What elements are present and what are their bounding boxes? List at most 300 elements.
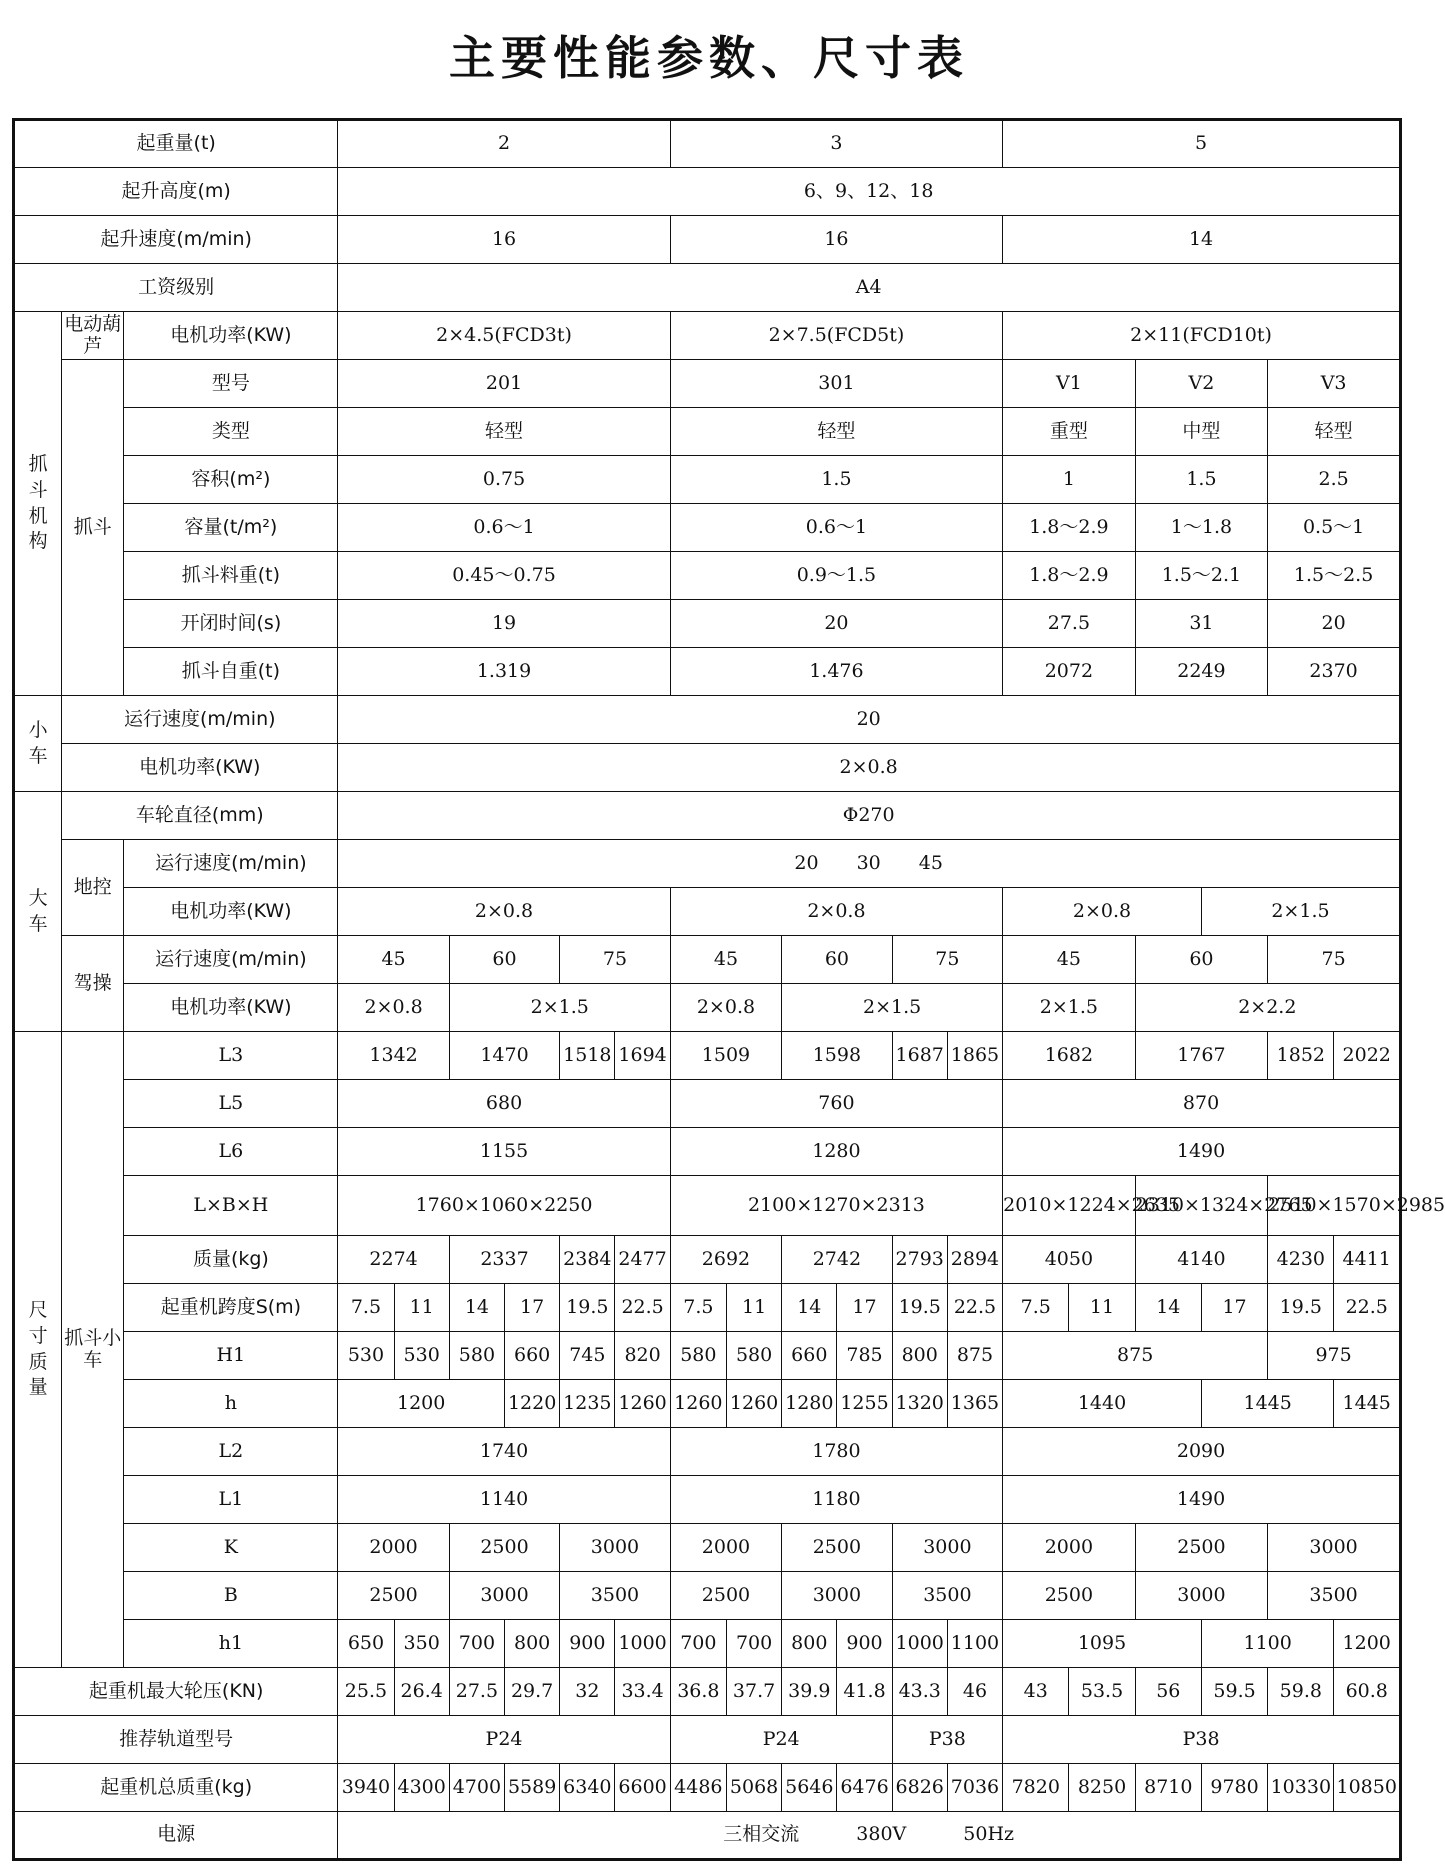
cell-text: 三相交流 380V 50Hz bbox=[723, 1823, 1015, 1846]
table-cell bbox=[338, 1128, 670, 1176]
row-label bbox=[124, 456, 338, 504]
table-cell bbox=[670, 216, 1002, 264]
table-cell bbox=[892, 1032, 947, 1080]
cell-text: 电动葫芦 bbox=[64, 312, 122, 357]
cell-text: 3 bbox=[830, 132, 843, 155]
table-cell bbox=[670, 1524, 781, 1572]
table-cell bbox=[670, 456, 1002, 504]
table-cell bbox=[670, 1380, 726, 1428]
cell-text: 19.5 bbox=[566, 1295, 609, 1318]
table-cell bbox=[1334, 1620, 1401, 1668]
table-cell bbox=[1135, 1284, 1201, 1332]
table-cell bbox=[670, 360, 1002, 408]
cell-text: 4230 bbox=[1276, 1247, 1325, 1270]
cell-text: 75 bbox=[935, 947, 960, 970]
table-cell bbox=[449, 1620, 504, 1668]
cell-text: 2×4.5(FCD3t) bbox=[436, 323, 572, 346]
table-cell bbox=[782, 1284, 837, 1332]
cell-text: 875 bbox=[1117, 1343, 1154, 1366]
cell-text: 0.9～1.5 bbox=[796, 563, 877, 586]
table-row bbox=[14, 1524, 1401, 1572]
table-cell bbox=[1003, 552, 1136, 600]
table-cell bbox=[837, 1668, 892, 1716]
cell-text: 1865 bbox=[950, 1043, 1000, 1066]
cell-text: 7.5 bbox=[350, 1295, 382, 1318]
table-cell bbox=[1268, 600, 1401, 648]
row-label bbox=[124, 936, 338, 984]
cell-text: 运行速度(m/min) bbox=[123, 707, 276, 730]
cell-text: 起升高度(m) bbox=[121, 179, 231, 202]
cell-text: 1682 bbox=[1044, 1043, 1094, 1066]
row-label bbox=[14, 1032, 62, 1668]
table-cell bbox=[1003, 1080, 1401, 1128]
cell-text: 2×0.8 bbox=[839, 755, 898, 778]
table-cell bbox=[1003, 1236, 1136, 1284]
table-row bbox=[14, 1428, 1401, 1476]
table-row bbox=[14, 600, 1401, 648]
cell-text: 1200 bbox=[397, 1391, 446, 1414]
table-cell bbox=[1135, 504, 1268, 552]
row-label bbox=[124, 1428, 338, 1476]
table-row bbox=[14, 120, 1401, 168]
table-cell bbox=[615, 1764, 670, 1812]
table-cell bbox=[892, 1236, 947, 1284]
cell-text: 19 bbox=[491, 611, 517, 634]
cell-text: 重型 bbox=[1049, 419, 1088, 442]
cell-text: 1155 bbox=[479, 1139, 529, 1162]
table-cell bbox=[947, 1032, 1002, 1080]
cell-text: 2742 bbox=[812, 1247, 862, 1270]
table-cell bbox=[670, 1764, 726, 1812]
table-cell bbox=[449, 1236, 559, 1284]
cell-text: 33.4 bbox=[621, 1679, 664, 1702]
table-cell bbox=[1135, 1236, 1268, 1284]
cell-text: L×B×H bbox=[193, 1193, 269, 1216]
cell-text: 900 bbox=[846, 1631, 883, 1654]
table-cell bbox=[892, 1524, 1003, 1572]
cell-text: 1445 bbox=[1243, 1391, 1292, 1414]
cell-text: 1255 bbox=[840, 1391, 889, 1414]
table-cell bbox=[505, 1332, 560, 1380]
cell-text: 2×1.5 bbox=[1271, 899, 1330, 922]
table-cell bbox=[782, 1380, 837, 1428]
cell-text: 1767 bbox=[1177, 1043, 1226, 1066]
table-cell bbox=[615, 1284, 670, 1332]
cell-text: 抓斗小车 bbox=[64, 1326, 122, 1371]
table-cell bbox=[1003, 360, 1136, 408]
table-cell bbox=[338, 600, 670, 648]
table-cell bbox=[1268, 936, 1401, 984]
cell-text: B bbox=[223, 1583, 238, 1606]
table-row bbox=[14, 1812, 1401, 1860]
table-row bbox=[14, 1080, 1401, 1128]
cell-text: 7820 bbox=[1011, 1775, 1060, 1798]
cell-text: 2500 bbox=[480, 1535, 529, 1558]
cell-text: 41.8 bbox=[843, 1679, 886, 1702]
cell-text: 9780 bbox=[1210, 1775, 1259, 1798]
cell-text: 2.5 bbox=[1318, 467, 1349, 490]
cell-text: K bbox=[223, 1535, 238, 1558]
cell-text: 地控 bbox=[73, 875, 112, 898]
cell-text: 起重量(t) bbox=[136, 132, 216, 155]
row-label bbox=[124, 504, 338, 552]
table-cell bbox=[1201, 1764, 1267, 1812]
row-label bbox=[14, 1716, 338, 1764]
table-cell bbox=[670, 1284, 726, 1332]
table-cell bbox=[670, 1476, 1002, 1524]
cell-text: P38 bbox=[1182, 1727, 1220, 1750]
cell-text: 201 bbox=[485, 371, 523, 394]
cell-text: 2022 bbox=[1342, 1043, 1391, 1066]
table-cell bbox=[338, 1572, 449, 1620]
table-cell bbox=[560, 936, 671, 984]
cell-text: 53.5 bbox=[1080, 1679, 1124, 1702]
table-cell bbox=[1334, 1668, 1401, 1716]
table-cell bbox=[782, 1764, 837, 1812]
cell-text: 700 bbox=[735, 1631, 773, 1654]
table-row bbox=[14, 1332, 1401, 1380]
table-cell bbox=[505, 1764, 560, 1812]
row-label bbox=[14, 1668, 338, 1716]
table-cell bbox=[837, 1332, 892, 1380]
cell-text: 2×0.8 bbox=[1072, 899, 1132, 922]
cell-text: 27.5 bbox=[455, 1679, 499, 1702]
cell-text: 2×1.5 bbox=[530, 995, 589, 1018]
table-cell bbox=[670, 1128, 1002, 1176]
table-cell bbox=[1003, 1332, 1268, 1380]
table-cell bbox=[338, 648, 670, 696]
cell-text: 5589 bbox=[507, 1775, 557, 1798]
table-cell bbox=[1334, 1764, 1401, 1812]
table-cell bbox=[1135, 1524, 1268, 1572]
table-cell bbox=[947, 1764, 1002, 1812]
cell-text: V3 bbox=[1320, 371, 1347, 394]
table-cell bbox=[1268, 1176, 1445, 1236]
cell-text: 抓斗自重(t) bbox=[181, 659, 281, 682]
spec-table bbox=[12, 118, 1445, 1861]
cell-text: 电机功率(KW) bbox=[170, 995, 292, 1018]
table-cell bbox=[338, 792, 1401, 840]
cell-text: 660 bbox=[791, 1343, 828, 1366]
table-cell bbox=[338, 696, 1401, 744]
cell-text: 1260 bbox=[729, 1391, 779, 1414]
table-cell bbox=[449, 1524, 559, 1572]
table-cell bbox=[1268, 648, 1401, 696]
cell-text: 60.8 bbox=[1345, 1679, 1388, 1702]
table-cell bbox=[1069, 1284, 1135, 1332]
cell-text: 17 bbox=[852, 1295, 877, 1318]
table-cell bbox=[338, 216, 670, 264]
cell-text: 轻型 bbox=[1314, 419, 1353, 442]
table-cell bbox=[338, 456, 670, 504]
cell-text: 起升速度(m/min) bbox=[100, 227, 252, 250]
cell-text: 1320 bbox=[895, 1391, 944, 1414]
cell-text: h1 bbox=[218, 1631, 244, 1654]
cell-text: 875 bbox=[956, 1343, 994, 1366]
cell-text: 680 bbox=[485, 1091, 523, 1114]
table-cell bbox=[615, 1380, 670, 1428]
table-cell bbox=[1003, 600, 1136, 648]
cell-text: 1095 bbox=[1077, 1631, 1127, 1654]
table-cell bbox=[1268, 504, 1401, 552]
table-cell bbox=[338, 1764, 394, 1812]
table-cell bbox=[1135, 600, 1268, 648]
table-cell bbox=[449, 984, 670, 1032]
cell-text: 2000 bbox=[701, 1535, 751, 1558]
cell-text: 电机功率(KW) bbox=[170, 899, 292, 922]
table-cell bbox=[670, 1428, 1002, 1476]
table-cell bbox=[1003, 936, 1136, 984]
cell-text: L1 bbox=[218, 1487, 244, 1510]
table-cell bbox=[670, 1716, 892, 1764]
cell-text: 1.8～2.9 bbox=[1029, 563, 1109, 586]
cell-text: 17 bbox=[1222, 1295, 1247, 1318]
cell-text: 1342 bbox=[369, 1043, 418, 1066]
table-cell bbox=[947, 1668, 1002, 1716]
table-row bbox=[14, 408, 1401, 456]
cell-text: 2×1.5 bbox=[1039, 995, 1098, 1018]
table-cell bbox=[837, 1764, 892, 1812]
table-cell bbox=[338, 312, 670, 360]
table-cell bbox=[449, 936, 559, 984]
cell-text: 2×0.8 bbox=[364, 995, 423, 1018]
table-cell bbox=[560, 1380, 615, 1428]
table-cell bbox=[1135, 1176, 1313, 1236]
cell-text: 5068 bbox=[729, 1775, 779, 1798]
cell-text: 2×7.5(FCD5t) bbox=[768, 323, 905, 346]
cell-text: 3940 bbox=[341, 1775, 391, 1798]
table-cell bbox=[726, 1620, 781, 1668]
cell-text: 20 30 45 bbox=[794, 851, 943, 874]
cell-text: 11 bbox=[1089, 1295, 1115, 1318]
cell-text: 6600 bbox=[618, 1775, 667, 1798]
cell-text: 27.5 bbox=[1047, 611, 1091, 634]
cell-text: 1100 bbox=[1243, 1631, 1292, 1654]
table-cell bbox=[670, 1032, 781, 1080]
table-cell bbox=[892, 1572, 1003, 1620]
cell-text: 1000 bbox=[895, 1631, 944, 1654]
table-cell bbox=[670, 552, 1002, 600]
cell-text: 301 bbox=[818, 371, 855, 394]
row-label bbox=[62, 744, 338, 792]
cell-text: 尺寸质量 bbox=[28, 1299, 48, 1399]
cell-text: L5 bbox=[218, 1091, 244, 1114]
cell-text: 1.5 bbox=[821, 467, 852, 490]
cell-text: 700 bbox=[680, 1631, 717, 1654]
cell-text: 6340 bbox=[563, 1775, 612, 1798]
row-label bbox=[14, 696, 62, 792]
table-cell bbox=[782, 1572, 892, 1620]
table-row bbox=[14, 1572, 1401, 1620]
table-cell bbox=[726, 1332, 781, 1380]
cell-text: 14 bbox=[1188, 227, 1214, 250]
table-row bbox=[14, 360, 1401, 408]
cell-text: 1490 bbox=[1176, 1487, 1226, 1510]
table-row bbox=[14, 504, 1401, 552]
table-row bbox=[14, 1476, 1401, 1524]
cell-text: 工资级别 bbox=[138, 275, 215, 298]
cell-text: 轻型 bbox=[817, 419, 856, 442]
table-cell bbox=[1003, 1572, 1136, 1620]
cell-text: 19.5 bbox=[1279, 1295, 1322, 1318]
row-label bbox=[14, 120, 338, 168]
table-cell bbox=[1003, 120, 1401, 168]
table-row bbox=[14, 840, 1401, 888]
table-cell bbox=[892, 1716, 1003, 1764]
table-cell bbox=[670, 120, 1002, 168]
cell-text: 26.4 bbox=[400, 1679, 443, 1702]
table-cell bbox=[1135, 1668, 1201, 1716]
table-cell bbox=[892, 1764, 947, 1812]
table-cell bbox=[892, 1668, 947, 1716]
table-row bbox=[14, 1668, 1401, 1716]
table-cell bbox=[892, 1284, 947, 1332]
table-cell bbox=[338, 552, 670, 600]
cell-text: 975 bbox=[1315, 1343, 1352, 1366]
table-cell bbox=[837, 1380, 892, 1428]
cell-text: 起重机总质重(kg) bbox=[100, 1775, 253, 1798]
row-label bbox=[1003, 408, 1136, 456]
row-label bbox=[14, 1764, 338, 1812]
cell-text: 60 bbox=[492, 947, 517, 970]
table-cell bbox=[670, 1572, 781, 1620]
table-cell bbox=[1003, 1032, 1136, 1080]
table-cell bbox=[338, 1332, 394, 1380]
cell-text: 4486 bbox=[674, 1775, 723, 1798]
table-cell bbox=[670, 504, 1002, 552]
table-cell bbox=[1003, 1128, 1401, 1176]
row-label bbox=[14, 168, 338, 216]
cell-text: 1.319 bbox=[476, 659, 532, 682]
table-cell bbox=[394, 1284, 449, 1332]
cell-text: 1518 bbox=[563, 1043, 612, 1066]
cell-text: 1440 bbox=[1077, 1391, 1127, 1414]
cell-text: 3000 bbox=[923, 1535, 972, 1558]
cell-text: 2500 bbox=[1177, 1535, 1226, 1558]
table-cell bbox=[782, 1620, 837, 1668]
table-cell bbox=[560, 1284, 615, 1332]
table-cell bbox=[782, 1332, 837, 1380]
cell-text: 1740 bbox=[479, 1439, 529, 1462]
cell-text: V2 bbox=[1188, 371, 1215, 394]
cell-text: 2510×1570×2985 bbox=[1268, 1193, 1445, 1216]
table-cell bbox=[1003, 1620, 1202, 1668]
cell-text: 4700 bbox=[452, 1775, 502, 1798]
table-cell bbox=[837, 1620, 892, 1668]
row-label bbox=[124, 1332, 338, 1380]
row-label bbox=[124, 1236, 338, 1284]
table-cell bbox=[1268, 1524, 1401, 1572]
cell-text: 0.6～1 bbox=[473, 515, 535, 538]
table-cell bbox=[892, 1620, 947, 1668]
cell-text: 800 bbox=[791, 1631, 828, 1654]
table-cell bbox=[338, 1476, 670, 1524]
cell-text: 2×1.5 bbox=[863, 995, 922, 1018]
cell-text: 0.45～0.75 bbox=[452, 563, 556, 586]
table-cell bbox=[1003, 216, 1401, 264]
cell-text: 14 bbox=[464, 1295, 489, 1318]
table-cell bbox=[338, 504, 670, 552]
table-cell bbox=[338, 1716, 670, 1764]
table-cell bbox=[1135, 1032, 1268, 1080]
table-cell bbox=[338, 168, 1401, 216]
table-cell bbox=[615, 1032, 670, 1080]
cell-text: 1760×1060×2250 bbox=[415, 1193, 593, 1216]
cell-text: 530 bbox=[347, 1343, 385, 1366]
cell-text: 型号 bbox=[211, 371, 250, 394]
cell-text: 59.5 bbox=[1213, 1679, 1256, 1702]
cell-text: 2500 bbox=[1044, 1583, 1094, 1606]
cell-text: 1.5～2.1 bbox=[1161, 563, 1242, 586]
table-cell bbox=[1268, 456, 1401, 504]
cell-text: 60 bbox=[1189, 947, 1214, 970]
cell-text: 43.3 bbox=[898, 1679, 941, 1702]
table-cell bbox=[1135, 1764, 1201, 1812]
cell-text: 容积(m²) bbox=[191, 467, 271, 490]
table-cell bbox=[1334, 1032, 1401, 1080]
cell-text: 36.8 bbox=[677, 1679, 720, 1702]
table-cell bbox=[394, 1764, 449, 1812]
table-row bbox=[14, 936, 1401, 984]
cell-text: 2×0.8 bbox=[696, 995, 756, 1018]
cell-text: 8250 bbox=[1077, 1775, 1127, 1798]
cell-text: 1～1.8 bbox=[1170, 515, 1233, 538]
cell-text: 1598 bbox=[812, 1043, 862, 1066]
cell-text: P24 bbox=[485, 1727, 523, 1750]
cell-text: 43 bbox=[1023, 1679, 1048, 1702]
table-cell bbox=[1268, 552, 1401, 600]
row-label bbox=[62, 1032, 124, 1668]
cell-text: L6 bbox=[218, 1139, 244, 1162]
cell-text: 0.75 bbox=[482, 467, 526, 490]
cell-text: 2×11(FCD10t) bbox=[1130, 323, 1272, 346]
cell-text: 2477 bbox=[618, 1247, 667, 1270]
cell-text: 1.5 bbox=[1186, 467, 1217, 490]
row-label bbox=[62, 840, 124, 936]
row-label bbox=[670, 408, 1002, 456]
table-row bbox=[14, 1032, 1401, 1080]
cell-text: 3000 bbox=[812, 1583, 862, 1606]
cell-text: 1280 bbox=[812, 1139, 861, 1162]
table-cell bbox=[338, 1524, 449, 1572]
table-cell bbox=[1003, 504, 1136, 552]
table-row bbox=[14, 1236, 1401, 1284]
cell-text: 运行速度(m/min) bbox=[155, 947, 307, 970]
table-row bbox=[14, 312, 1401, 360]
table-cell bbox=[1268, 1668, 1334, 1716]
table-cell bbox=[560, 1572, 671, 1620]
table-cell bbox=[505, 1380, 560, 1428]
cell-text: 45 bbox=[381, 947, 406, 970]
table-cell bbox=[1003, 1476, 1401, 1524]
cell-text: 2×2.2 bbox=[1238, 995, 1297, 1018]
table-cell bbox=[670, 648, 1002, 696]
table-cell bbox=[1003, 1524, 1136, 1572]
row-label bbox=[124, 360, 338, 408]
table-row bbox=[14, 1716, 1401, 1764]
table-cell bbox=[670, 1620, 726, 1668]
table-cell bbox=[449, 1032, 559, 1080]
cell-text: 2500 bbox=[369, 1583, 418, 1606]
table-cell bbox=[338, 1812, 1401, 1860]
table-cell bbox=[1003, 984, 1136, 1032]
table-cell bbox=[1003, 888, 1202, 936]
table-cell bbox=[670, 1176, 1002, 1236]
table-row bbox=[14, 1128, 1401, 1176]
cell-text: 电机功率(KW) bbox=[170, 323, 292, 346]
row-label bbox=[124, 552, 338, 600]
row-label bbox=[1268, 408, 1401, 456]
